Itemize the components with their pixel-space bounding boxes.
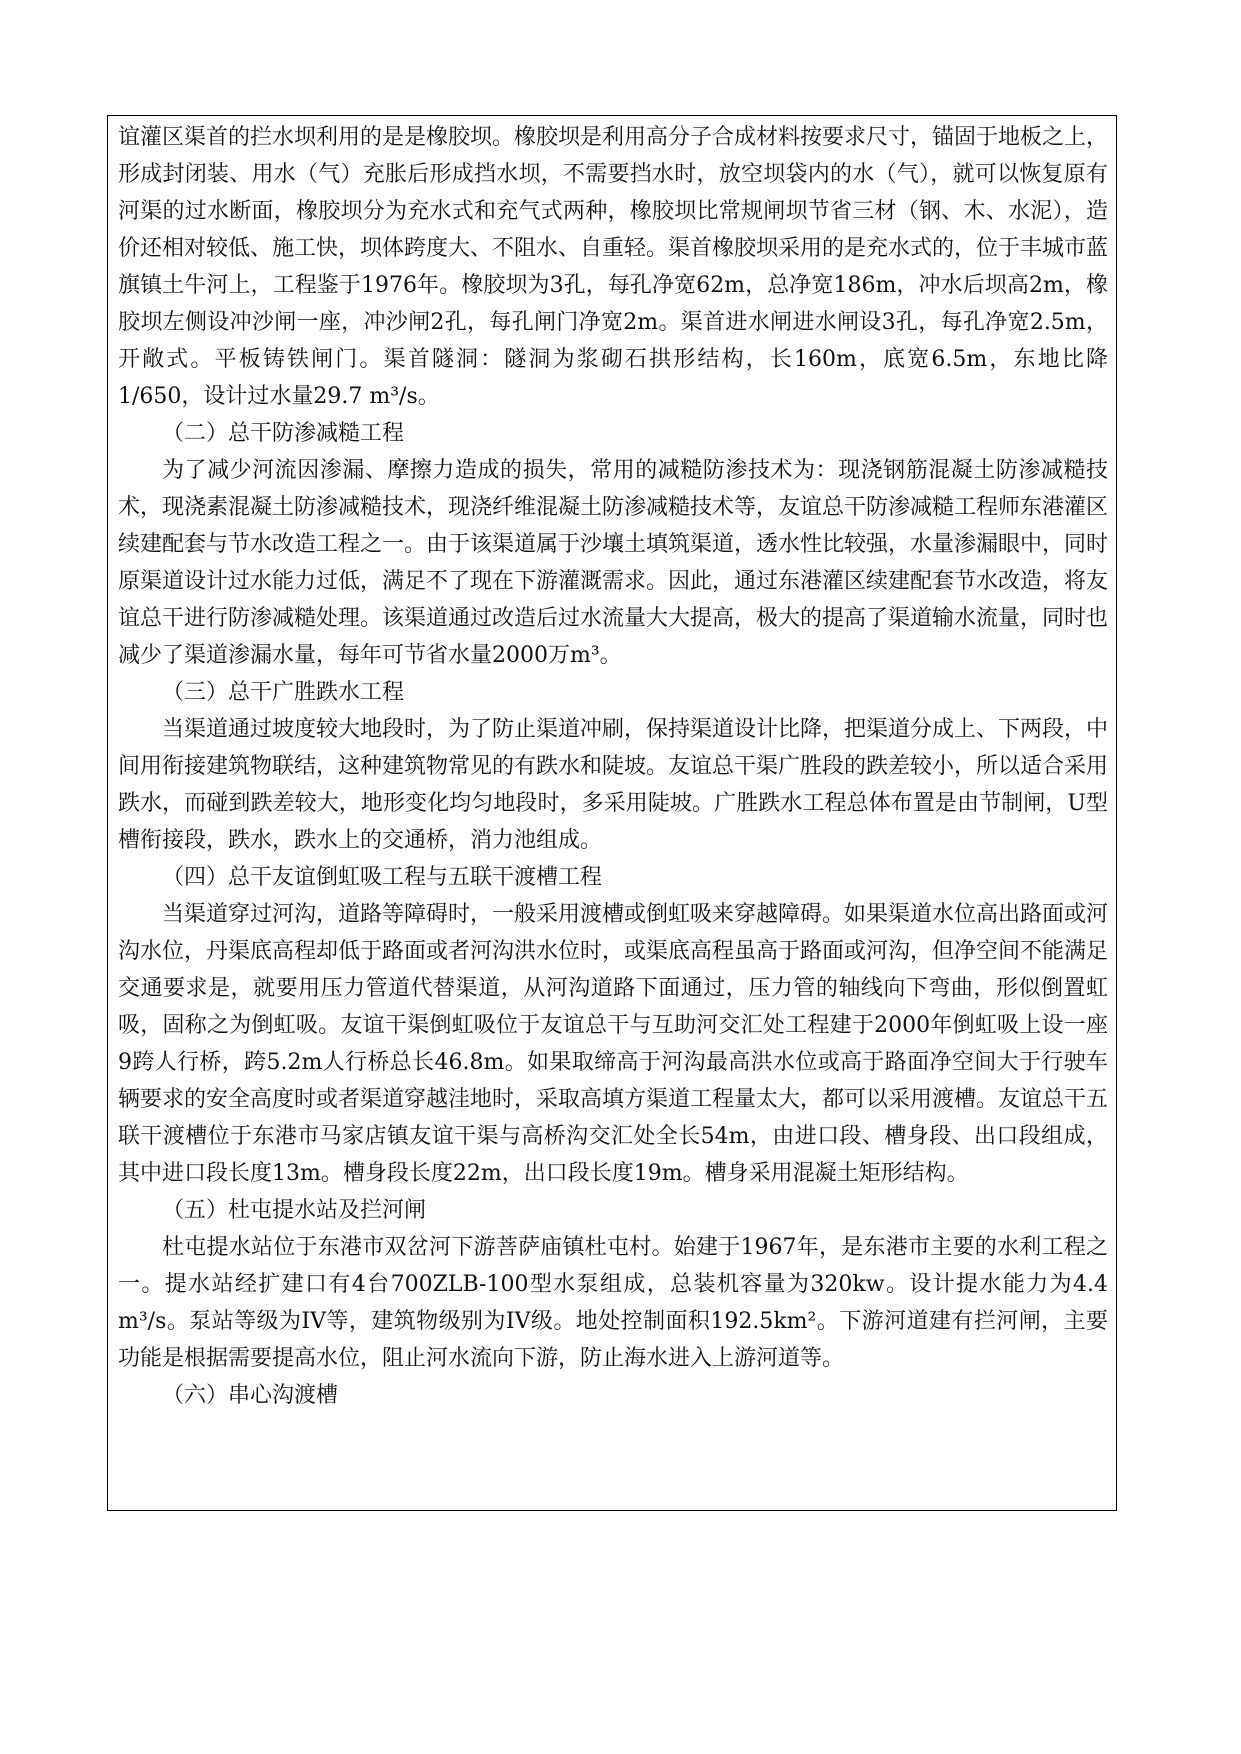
document-body (118, 119, 1108, 1414)
paragraph-drop-structure: 当渠道通过坡度较大地段时，为了防止渠道冲刷，保持渠道设计比降，把渠道分成上、下两段，中间用衔接建筑物联结，这种建筑物常见的有跌水和陡坡。友谊总干渠广胜段的跌差较小，所以适合采用跌水，而碰到跌差较大，地形变化均匀地段时，多采用陡坡。广胜跌水工程总体布置是由节制闸，U型槽衔接段，跌水，跌水上的交通桥，消力池组成。 (118, 717, 1109, 853)
section-heading-3: （三）总干广胜跌水工程 (162, 680, 405, 705)
paragraph-seepage: 为了减少河流因渗漏、摩擦力造成的损失，常用的减糙防渗技术为：现浇钢筋混凝土防渗减糙技术，现浇素混凝土防渗减糙技术，现浇纤维混凝土防渗减糙技术等，友谊总干防渗减糙工程师东港灌区续建配套与节水改造工程之一。由于该渠道属于沙壤土填筑渠道，透水性比较强，水量渗漏眼中，同时原渠道设计过水能力过低，满足不了现在下游灌溉需求。因此，通过东港灌区续建配套节水改造，将友谊总干进行防渗减糙处理。该渠道通过改造后过水流量大大提高，极大的提高了渠道输水流量，同时也减少了渠道渗漏水量，每年可节省水量2000万m³。 (118, 458, 1109, 668)
section-heading-2: （二）总干防渗减糙工程 (162, 421, 405, 446)
section-heading-5: （五）杜屯提水站及拦河闸 (162, 1198, 427, 1223)
paragraph-siphon-aqueduct: 当渠道穿过河沟，道路等障碍时，一般采用渡槽或倒虹吸来穿越障碍。如果渠道水位高出路面或河沟水位，丹渠底高程却低于路面或者河沟洪水位时，或渠底高程虽高于路面或河沟，但净空间不能满足交通要求是，就要用压力管道代替渠道，从河沟道路下面通过，压力管的轴线向下弯曲，形似倒置虹吸，固称之为倒虹吸。友谊干渠倒虹吸位于友谊总干与互助河交汇处工程建于2000年倒虹吸上设一座9跨人行桥，跨5.2m人行桥总长46.8m。如果取缔高于河沟最高洪水位或高于路面净空间大于行驶车辆要求的安全高度时或者渠道穿越洼地时，采取高填方渠道工程量太大，都可以采用渡槽。友谊总干五联干渡槽位于东港市马家店镇友谊干渠与高桥沟交汇处全长54m，由进口段、槽身段、出口段组成，其中进口段长度13m。槽身段长度22m，出口段长度19m。槽身采用混凝土矩形结构。 (118, 902, 1109, 1186)
section-heading-6: （六）串心沟渡槽 (162, 1383, 339, 1408)
section-heading-4: （四）总干友谊倒虹吸工程与五联干渡槽工程 (162, 865, 603, 890)
paragraph-pump-station: 杜屯提水站位于东港市双岔河下游菩萨庙镇杜屯村。始建于1967年，是东港市主要的水利工程之一。提水站经扩建口有4台700ZLB-100型水泵组成，总装机容量为320kw。设计提水能力为4.4 m³/s。泵站等级为IV等，建筑物级别为IV级。地处控制面积192.5km²。下游河道建有拦河闸，主要功能是根据需要提高水位，阻止河水流向下游，防止海水进入上游河道等。 (118, 1235, 1108, 1371)
paragraph-rubber-dam: 谊灌区渠首的拦水坝利用的是是橡胶坝。橡胶坝是利用高分子合成材料按要求尺寸，锚固于地板之上，形成封闭装、用水（气）充胀后形成挡水坝，不需要挡水时，放空坝袋内的水（气），就可以恢复原有河渠的过水断面，橡胶坝分为充水式和充气式两种，橡胶坝比常规闸坝节省三材（钢、木、水泥），造价还相对较低、施工快，坝体跨度大、不阻水、自重轻。渠首橡胶坝采用的是充水式的，位于丰城市蓝旗镇土牛河上，工程鉴于1976年。橡胶坝为3孔，每孔净宽62m，总净宽186m，冲水后坝高2m，橡胶坝左侧设冲沙闸一座，冲沙闸2孔，每孔闸门净宽2m。渠首进水闸进水闸设3孔，每孔净宽2.5m，开敞式。平板铸铁闸门。渠首隧洞：隧洞为浆砌石拱形结构，长160m，底宽6.5m，东地比降1/650，设计过水量29.7 m³/s。 (118, 125, 1109, 409)
